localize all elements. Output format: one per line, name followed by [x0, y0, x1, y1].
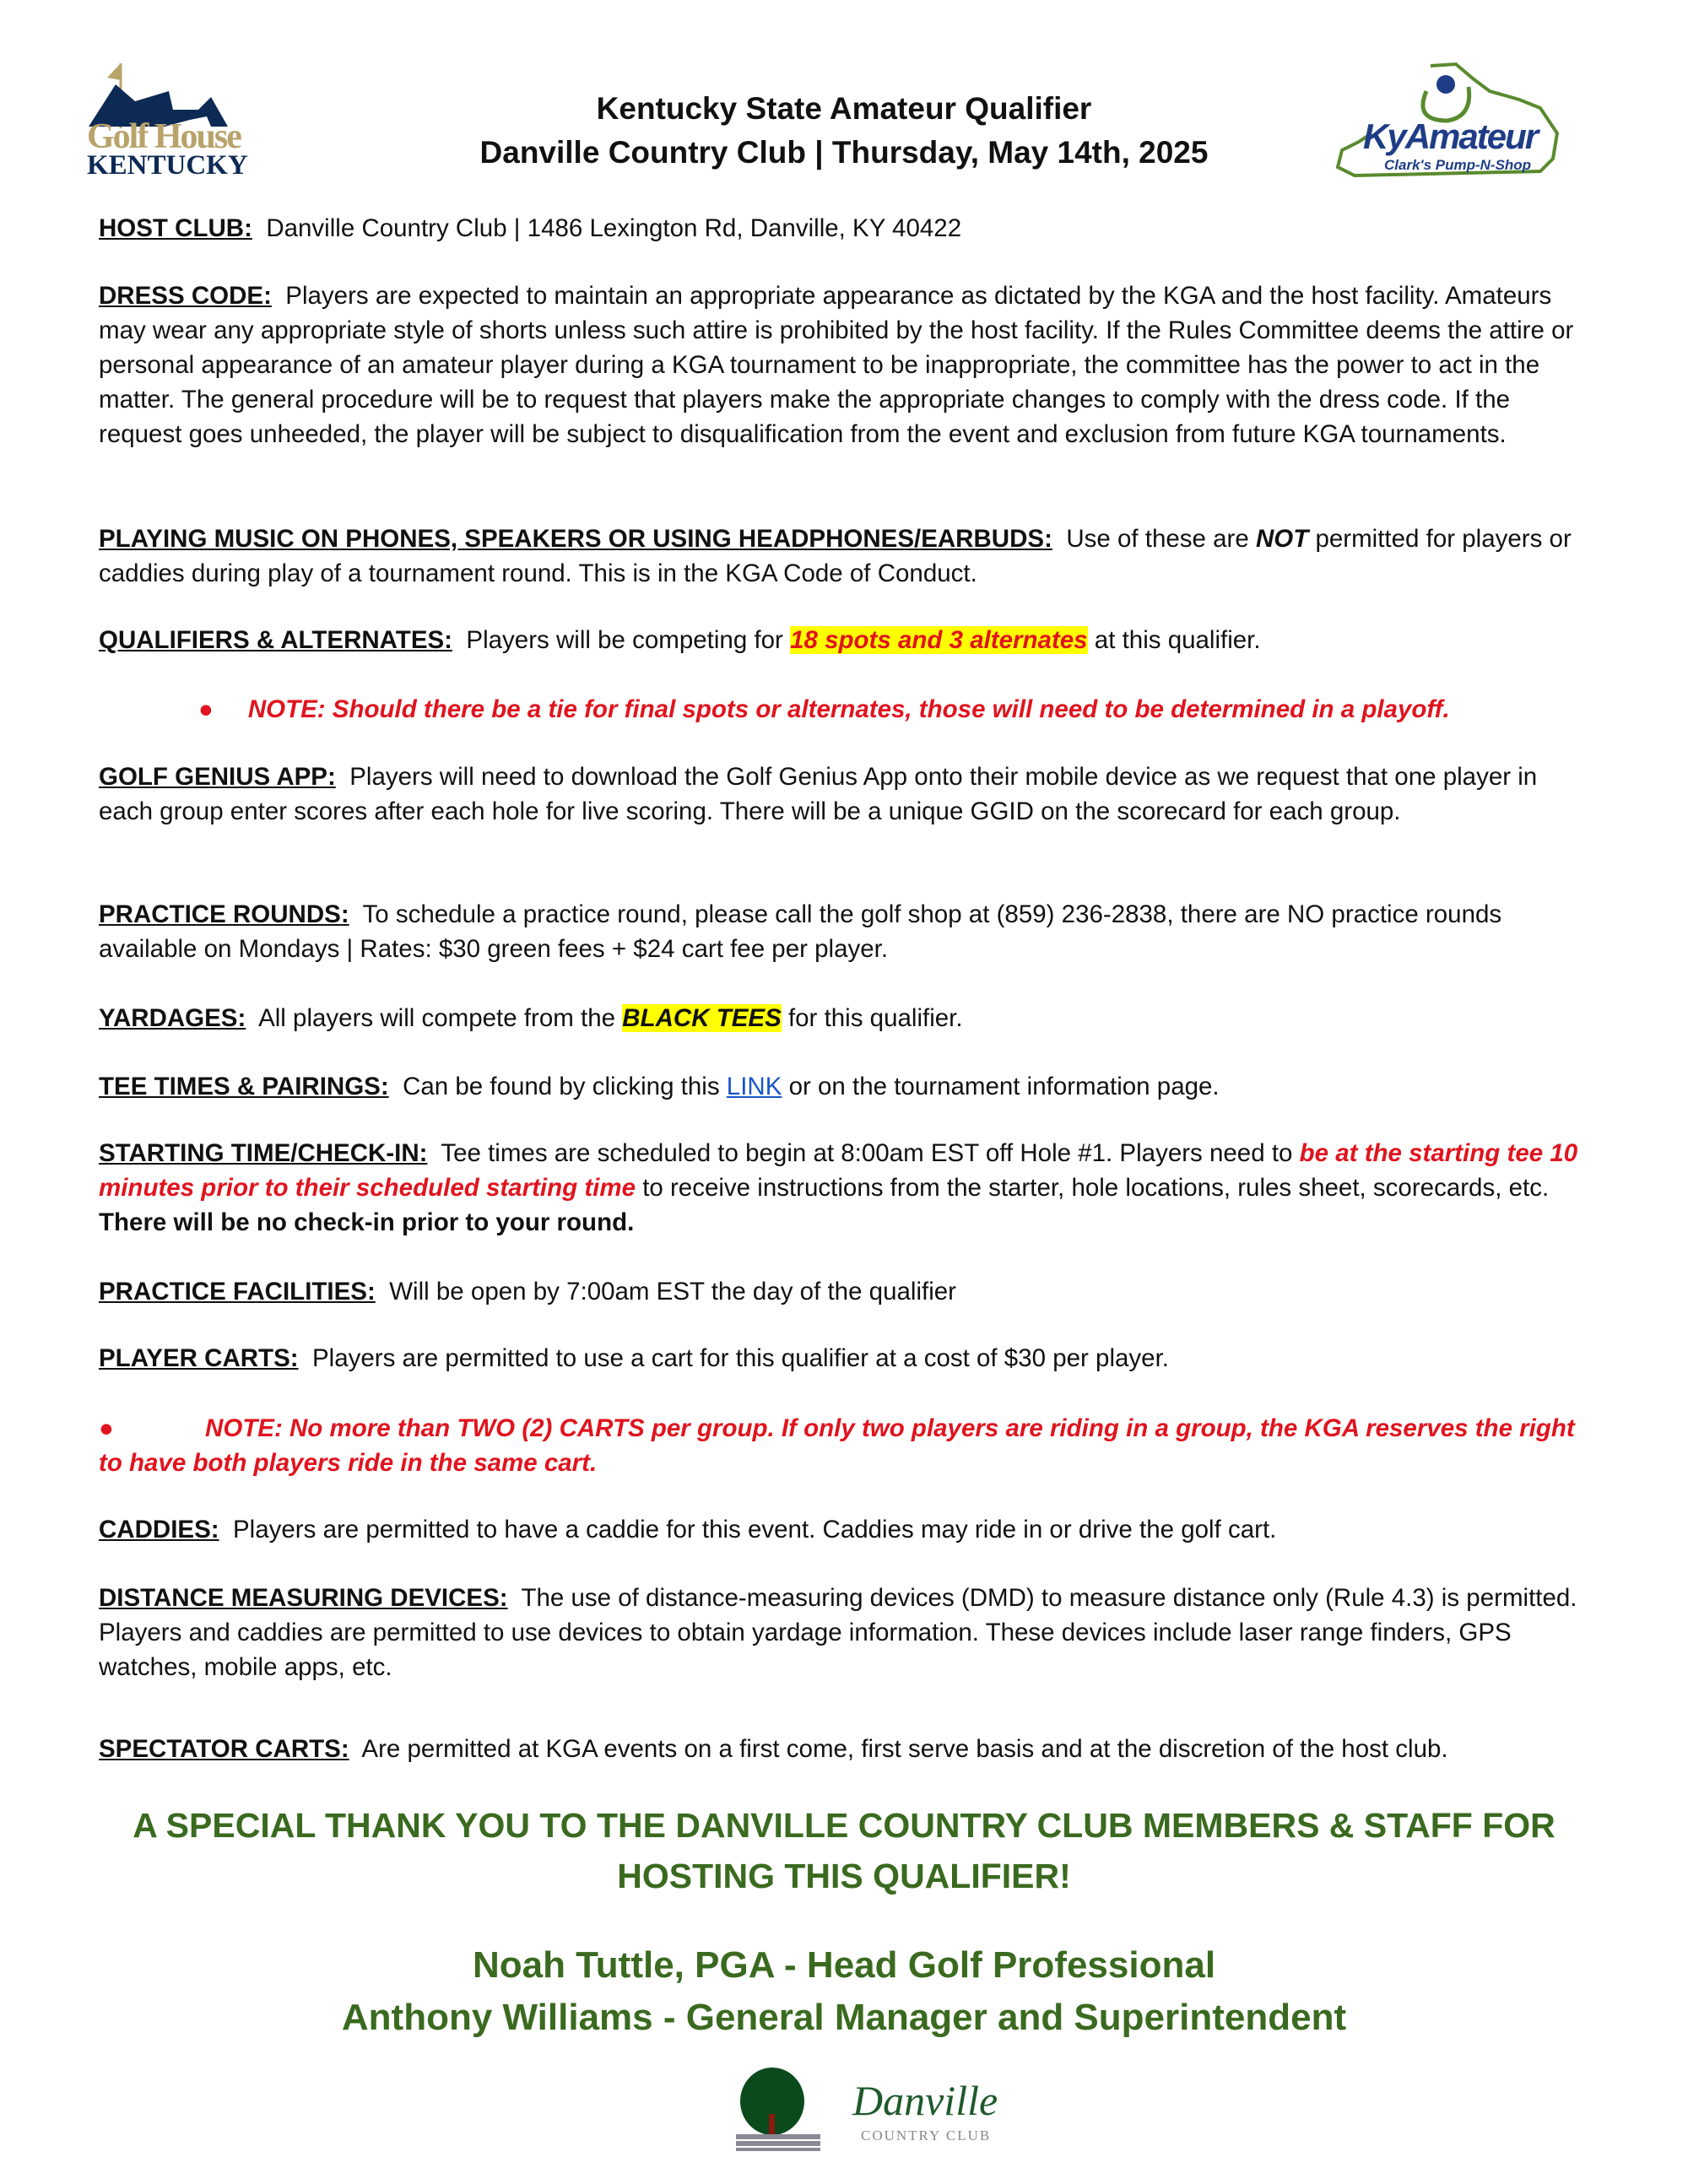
- thank-you-line-2: HOSTING THIS QUALIFIER!: [617, 1857, 1071, 1895]
- music-section: [99, 522, 1593, 591]
- tee-times-label: TEE TIMES & PAIRINGS:: [99, 1073, 389, 1100]
- caddies-section: [99, 1512, 1593, 1547]
- spectator-carts-label: SPECTATOR CARTS:: [99, 1735, 349, 1763]
- host-club-section: [99, 211, 1593, 246]
- music-text-2: permitted for players or caddies during play of a tournament round. This is in the KGA Code of Conduct.: [99, 525, 1572, 587]
- starting-time-section: [99, 1136, 1593, 1240]
- spectator-carts-text: Are permitted at KGA events on a first come, first serve basis and at the discretion of the host club.: [361, 1735, 1448, 1763]
- tee-times-text-2: or on the tournament information page.: [788, 1073, 1220, 1100]
- carts-note: [99, 1411, 1593, 1480]
- qualifiers-note: [198, 692, 1591, 727]
- qualifiers-highlight: 18 spots and 3 alternates: [790, 626, 1088, 654]
- logo-text-kyamateur: KyAmateur: [1363, 116, 1538, 156]
- dress-code-section: [99, 278, 1593, 451]
- logo-text-country-club: COUNTRY CLUB: [861, 2127, 992, 2143]
- qualifiers-note-text: NOTE: Should there be a tie for final spots or alternates, those will need to be determined in a playoff.: [247, 695, 1450, 723]
- thank-you-line-1: A SPECIAL THANK YOU TO THE DANVILLE COUNTRY CLUB MEMBERS & STAFF FOR: [133, 1806, 1555, 1845]
- dmd-label: DISTANCE MEASURING DEVICES:: [99, 1584, 508, 1612]
- practice-facilities-text: Will be open by 7:00am EST the day of the qualifier: [389, 1278, 956, 1306]
- practice-facilities-label: PRACTICE FACILITIES:: [99, 1278, 376, 1306]
- starting-time-bold: There will be no check-in prior to your round.: [99, 1208, 635, 1236]
- practice-facilities-section: [99, 1274, 1593, 1309]
- dress-code-label: DRESS CODE:: [99, 282, 272, 310]
- staff-head-pro: Noah Tuttle, PGA - Head Golf Professional: [472, 1944, 1216, 1986]
- host-club-text: Danville Country Club | 1486 Lexington Rd, Danville, KY 40422: [266, 214, 962, 242]
- yardages-highlight: BLACK TEES: [622, 1004, 782, 1032]
- logo-text-danville: Danville: [852, 2077, 998, 2124]
- dress-code-text: Players are expected to maintain an appropriate appearance as dictated by the KGA and the host facility. Amateurs may wear any appropriate style of shorts unless such attire is prohibited by the host facility. If the Rules Committee deems the attire or personal appearance of an amateur player during a KGA tournament to be inappropriate, the committee has the power to act in the matter. The general procedure will be to request that players make the appropriate changes to comply with the dress code. If the request goes unheeded, the player will be subject to disqualification from the event and exclusion from future KGA tournaments.: [99, 282, 1574, 448]
- yardages-section: [99, 1001, 1593, 1035]
- practice-rounds-text: To schedule a practice round, please call the golf shop at (859) 236-2838, there are NO practice rounds available on Mondays | Rates: $30 green fees + $24 cart fee per player.: [99, 900, 1502, 963]
- music-emphasis: NOT: [1255, 525, 1309, 553]
- logo-text-kentucky: KENTUCKY: [87, 150, 248, 181]
- yardages-text-2: for this qualifier.: [787, 1004, 963, 1032]
- golf-genius-text: Players will need to download the Golf Genius App onto their mobile device as we request that one player in each group enter scores after each hole for live scoring. There will be a unique GGID on the scorecard for each group.: [99, 763, 1538, 825]
- dmd-text: The use of distance-measuring devices (DMD) to measure distance only (Rule 4.3) is permitted. Players and caddies are permitted to use devices to obtain yardage information. These devices include laser range finders, GPS watches, mobile apps, etc.: [99, 1584, 1577, 1681]
- document-subtitle: Danville Country Club | Thursday, May 14th, 2025: [479, 135, 1209, 170]
- staff-general-manager: Anthony Williams - General Manager and Superintendent: [341, 1997, 1347, 2038]
- qualifiers-section: [99, 623, 1593, 657]
- tee-times-text-1: Can be found by clicking this: [403, 1073, 720, 1100]
- logo-text-golf-house: Golf House: [87, 117, 241, 156]
- qualifiers-label: QUALIFIERS & ALTERNATES:: [99, 626, 452, 654]
- logo-text-sponsor: Clark's Pump-N-Shop: [1384, 157, 1532, 173]
- starting-time-label: STARTING TIME/CHECK-IN:: [99, 1139, 428, 1167]
- player-carts-label: PLAYER CARTS:: [99, 1344, 299, 1372]
- golf-genius-section: [99, 760, 1593, 829]
- dmd-section: [99, 1581, 1593, 1684]
- practice-rounds-label: PRACTICE ROUNDS:: [99, 900, 349, 928]
- tee-times-section: [99, 1069, 1593, 1104]
- host-club-label: HOST CLUB:: [99, 214, 252, 242]
- music-text-1: Use of these are: [1066, 525, 1249, 553]
- starting-time-text-1: Tee times are scheduled to begin at 8:00am EST off Hole #1. Players need to: [441, 1139, 1293, 1167]
- pairings-link[interactable]: LINK: [726, 1073, 782, 1100]
- yardages-text-1: All players will compete from the: [258, 1004, 616, 1032]
- music-label: PLAYING MUSIC ON PHONES, SPEAKERS OR USING HEADPHONES/EARBUDS:: [99, 525, 1052, 553]
- starting-time-text-2: to receive instructions from the starter, hole locations, rules sheet, scorecards, etc.: [642, 1174, 1550, 1202]
- practice-rounds-section: [99, 897, 1593, 966]
- danville-country-club-logo: [734, 2063, 1013, 2156]
- qualifiers-text-2: at this qualifier.: [1094, 626, 1261, 654]
- starting-time-red: be at the starting tee 10 minutes prior to their scheduled starting time: [99, 1139, 1578, 1202]
- player-carts-section: [99, 1341, 1593, 1376]
- bullet-icon: ●: [99, 1414, 114, 1442]
- spectator-carts-section: [99, 1732, 1593, 1766]
- bullet-icon: ●: [198, 695, 214, 723]
- qualifiers-text-1: Players will be competing for: [466, 626, 783, 654]
- caddies-label: CADDIES:: [99, 1516, 219, 1543]
- caddies-text: Players are permitted to have a caddie for this event. Caddies may ride in or drive the golf cart.: [233, 1516, 1277, 1543]
- golf-genius-label: GOLF GENIUS APP:: [99, 763, 336, 791]
- kyamateur-logo: [1321, 57, 1616, 184]
- yardages-label: YARDAGES:: [99, 1004, 246, 1032]
- player-carts-text: Players are permitted to use a cart for this qualifier at a cost of $30 per player.: [311, 1344, 1169, 1372]
- document-title: Kentucky State Amateur Qualifier: [596, 91, 1092, 126]
- carts-note-text: NOTE: No more than TWO (2) CARTS per group. If only two players are riding in a group, the KGA reserves the right to have both players ride in the same cart.: [99, 1414, 1575, 1477]
